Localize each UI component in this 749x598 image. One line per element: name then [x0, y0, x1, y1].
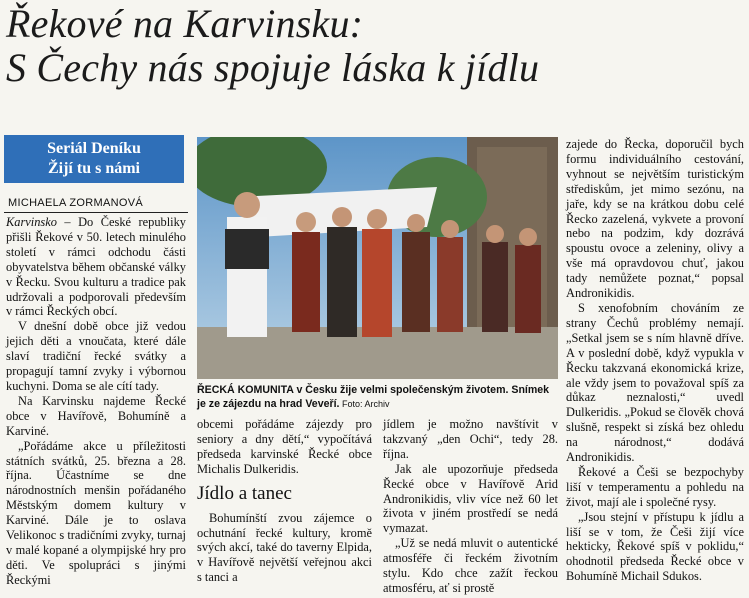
column-4 [566, 137, 744, 595]
paragraph: obcemi pořádáme zájezdy pro seniory a dny dětí,“ vypočítává předseda karvinské Řecké obce Michalis Dulkeridis. [197, 417, 372, 476]
column-3 [383, 417, 558, 595]
paragraph: Řekové a Češi se bezpochyby liší v temperamentu a pohledu na život, mají ale i společné rysy. [566, 464, 744, 509]
headline [6, 2, 746, 90]
series-name: Seriál Deníku [47, 140, 141, 157]
paragraph: S xenofobním chováním ze strany Čechů problémy nemají. „Setkal jsem se s ním hlavně dříve. A v poslední době, když vypukla v Řecku takzvaná ekonomická krize, ale vždy jsem to považoval spíš za důkaz neznalosti,“ uvedl Dulkeridis. „Pokud se člověk chová slušně, respekt si získá bez ohledu na národnost,“ dodává Andronikidis. [566, 300, 744, 465]
paragraph: „Jsou stejní v přístupu k jídlu a liší se v tom, že Češi žijí více hekticky, Řekové spíš v poklidu,“ ohodnotil předseda Řecké obce v Bohumíně Michail Sdukos. [566, 509, 744, 584]
photo-caption: ŘECKÁ KOMUNITA v Česku žije velmi společenským životem. Snímek je ze zájezdu na hrad Veveří. Foto: Archiv [197, 384, 550, 410]
paragraph: Bohumínští zvou zájemce o ochutnání řecké kultury, kromě svých akcí, také do taverny Elpida, v Havířově největší veřejnou akci s tanci a [197, 510, 372, 585]
series-subtitle: Žijí tu s námi [47, 160, 140, 177]
dateline: Karvinsko [6, 215, 57, 229]
author-byline: MICHAELA ZORMANOVÁ [8, 197, 143, 209]
series-badge [4, 135, 184, 183]
lead-paragraph: Karvinsko – Do České republiky přišli Řekové v 50. letech minulého století v rámci odchodu části obyvatelstva během občanské války v Řecku. Svou kulturu a tradice pak udržovali a podporovali především v rámci Řeckých obcí. [6, 215, 186, 319]
paragraph: Jak ale upozorňuje předseda Řecké obce v Havířově Arid Andronikidis, vliv více než 60 let života v jiném prostředí se nedá vymazat. [383, 461, 558, 536]
paragraph: jídlem je možno navštívit v takzvaný „den Ochi“, tedy 28. října. [383, 417, 558, 461]
photo-credit: Foto: Archiv [339, 399, 390, 409]
paragraph: „Pořádáme akce u příležitosti státních svátků, 25. března a 28. října. Účastníme se dne národnostních menšin pořádaného Městským domem kultury v Karviné. Dále je to oslava Velikonoc s tradičními zvyky, turnaj v malé kopané a olympijské hry pro děti. Ve spolupráci s jinými Řeckými [6, 438, 186, 587]
paragraph: zajede do Řecka, doporučil bych formu individuálního cestování, vyhnout se největším turistickým střediskům, jet mimo sezónu, na jaře, kdy se na krátkou dobu celé Řecko zazelená, vykvete a provoní nebo na podzim, kdy dozrává spoustu ovoce a zeleniny, olivy a vše má opravdovou chuť, jakou tady nemůžete poznat,“ popsal Andronikidis. [566, 137, 744, 301]
column-2 [197, 417, 372, 595]
photo-greek-dancers [197, 137, 558, 379]
column-1 [6, 215, 186, 595]
caption-lead: ŘECKÁ KOMUNITA [197, 384, 294, 396]
byline-rule [4, 212, 188, 213]
subheading: Jídlo a tanec [197, 482, 292, 504]
paragraph: „Už se nedá mluvit o autentické atmosféře či řeckém životním stylu. Kdo chce zažít řeckou atmosféru, ať si prostě [383, 536, 558, 595]
headline-line-1: Řekové na Karvinsku: [6, 1, 364, 46]
headline-line-2: S Čechy nás spojuje láska k jídlu [6, 45, 540, 90]
paragraph: Na Karvinsku najdeme Řecké obce v Havířově, Bohumíně a Karviné. [6, 393, 186, 438]
paragraph: V dnešní době obce již vedou jejich děti a vnoučata, které dále slaví tradiční řecké svátky a propagují tamní zvyky i výbornou kuchyni. Doma se ale cítí tady. [6, 319, 186, 393]
article-photo [197, 137, 558, 379]
